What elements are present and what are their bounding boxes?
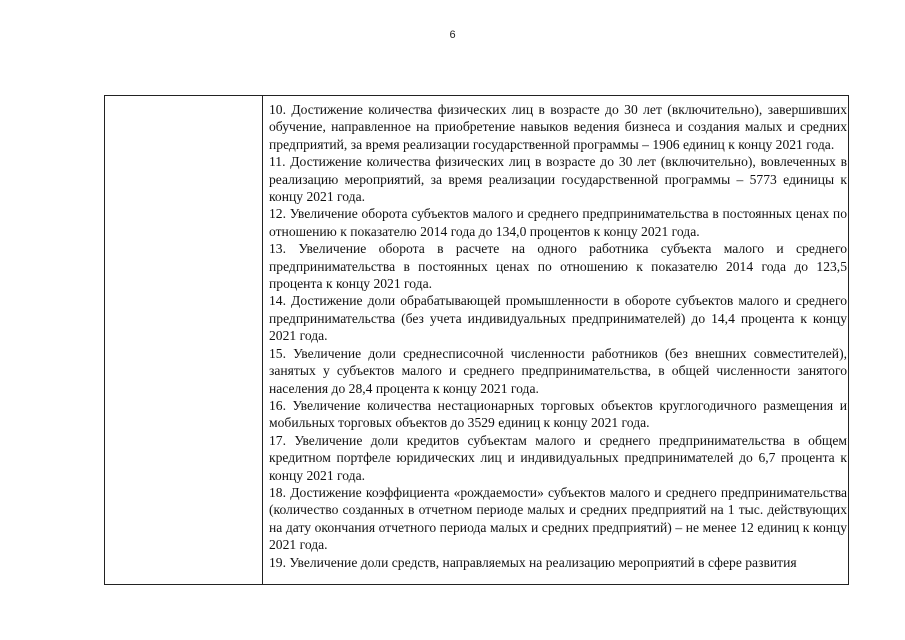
indicator-item-13: 13. Увеличение оборота в расчете на одного работника субъекта малого и среднего предпринимательства в постоянных ценах по отношению к показателю 2014 года до 123,5 процента к концу 2021 года. [269, 241, 847, 292]
table-right-cell [263, 96, 848, 584]
indicator-item-15: 15. Увеличение доли среднесписочной численности работников (без внешних совместителей), занятых у субъектов малого и среднего предпринимательства, в общей численности занятого населения до 28,4 процента к концу 2021 года. [269, 345, 847, 396]
indicator-item-19: 19. Увеличение доли средств, направляемых на реализацию мероприятий в сфере развития [269, 554, 797, 570]
indicator-item-18: 18. Достижение коэффициента «рождаемости» субъектов малого и среднего предпринимательства (количество созданных в отчетном периоде малых и средних предприятий на 1 тыс. действующих на дату окончания отчетного периода малых и средних предприятий) – не менее 12 единиц к концу 2021 года. [269, 484, 847, 553]
indicator-item-10: 10. Достижение количества физических лиц в возрасте до 30 лет (включительно), завершивших обучение, направленное на приобретение навыков ведения бизнеса и создания малых и средних предприятий, за время реализации государственной программы – 1906 единиц к концу 2021 года. [269, 102, 847, 152]
table-left-cell [105, 96, 263, 584]
indicator-item-12: 12. Увеличение оборота субъектов малого и среднего предпринимательства в постоянных ценах по отношению к показателю 2014 года до 134,0 процентов к концу 2021 года. [269, 206, 847, 239]
indicator-item-17: 17. Увеличение доли кредитов субъектам малого и среднего предпринимательства в общем кредитном портфеле юридических лиц и индивидуальных предпринимателей до 6,7 процента к концу 2021 года. [269, 432, 847, 483]
indicator-item-14: 14. Достижение доли обрабатывающей промышленности в обороте субъектов малого и среднего предпринимательства (без учета индивидуальных предпринимателей) до 14,4 процента к концу 2021 года. [269, 293, 847, 344]
indicator-item-11: 11. Достижение количества физических лиц в возрасте до 30 лет (включительно), вовлеченных в реализацию мероприятий, за время реализации государственной программы – 5773 единицы к концу 2021 года. [269, 154, 847, 205]
indicators-table [104, 95, 849, 585]
indicator-item-16: 16. Увеличение количества нестационарных торговых объектов круглогодичного размещения и мобильных торговых объектов до 3529 единиц к концу 2021 года. [269, 397, 847, 431]
page-number: 6 [449, 29, 456, 41]
